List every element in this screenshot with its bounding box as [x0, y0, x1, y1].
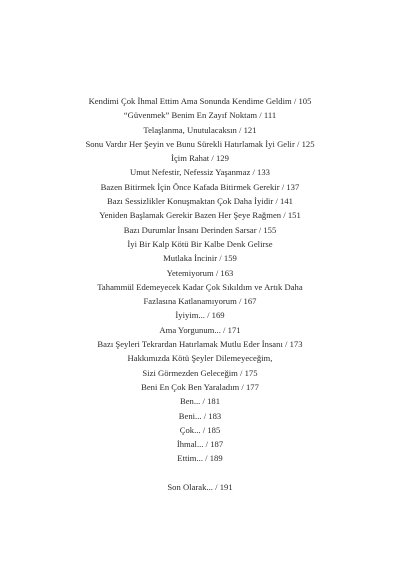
table-of-contents: [0, 94, 400, 494]
toc-entry: Kendimi Çok İhmal Ettim Ama Sonunda Kendime Geldim / 105: [88, 96, 312, 106]
toc-entry: İyiyim... / 169: [175, 310, 225, 321]
toc-entry: Bazı Şeyleri Tekrardan Hatırlamak Mutlu Eder İnsanı / 173: [97, 339, 303, 350]
toc-entry: Telaşlanma, Unutulacaksın / 121: [143, 124, 257, 135]
toc-entry: Beni En Çok Ben Yaraladım / 177: [141, 381, 259, 392]
toc-entry: Ama Yorgunum... / 171: [159, 324, 241, 335]
toc-entry: Yetemiyorum / 163: [166, 267, 234, 278]
toc-entry-line: Mutlaka İncinir / 159: [163, 253, 237, 264]
toc-entry: Bazı Durumlar İnsanı Derinden Sarsar / 155: [123, 224, 277, 235]
toc-entry: Yeniden Başlamak Gerekir Bazen Her Şeye Rağmen / 151: [99, 210, 301, 221]
toc-entry-line: Hakkımızda Kötü Şeyler Dilemeyeceğim,: [127, 353, 273, 364]
toc-entry: Ettim... / 189: [177, 453, 223, 464]
toc-entry: “Güvenmek” Benim En Zayıf Noktam / 111: [123, 110, 277, 121]
toc-entry: Bazı Sessizlikler Konuşmaktan Çok Daha İyidir / 141: [107, 196, 293, 207]
toc-entry-line: Sizi Görmezden Geleceğim / 175: [142, 367, 258, 378]
toc-entry: İhmal... / 187: [176, 439, 224, 450]
toc-entry: Sonu Vardır Her Şeyin ve Bunu Sürekli Hatırlamak İyi Gelir / 125: [85, 138, 315, 149]
toc-entry: Ben... / 181: [179, 396, 221, 407]
toc-entry: Çok... / 185: [179, 424, 221, 435]
toc-entry-line: İyi Bir Kalp Kötü Bir Kalbe Denk Gelirse: [127, 238, 273, 249]
toc-final-entry: Son Olarak... / 191: [167, 482, 233, 493]
toc-entry-line: Tahammül Edemeyecek Kadar Çok Sıkıldım ve Artık Daha: [97, 281, 303, 292]
toc-entry: Umut Nefestir, Nefessiz Yaşanmaz / 133: [129, 167, 271, 178]
toc-entry: İçim Rahat / 129: [171, 153, 229, 164]
toc-gap: [0, 466, 400, 480]
toc-entry: Beni... / 183: [178, 410, 222, 421]
toc-entry: Bazen Bitirmek İçin Önce Kafada Bitirmek Gerekir / 137: [100, 181, 300, 192]
toc-entry-line: Fazlasına Katlanamıyorum / 167: [143, 296, 257, 307]
